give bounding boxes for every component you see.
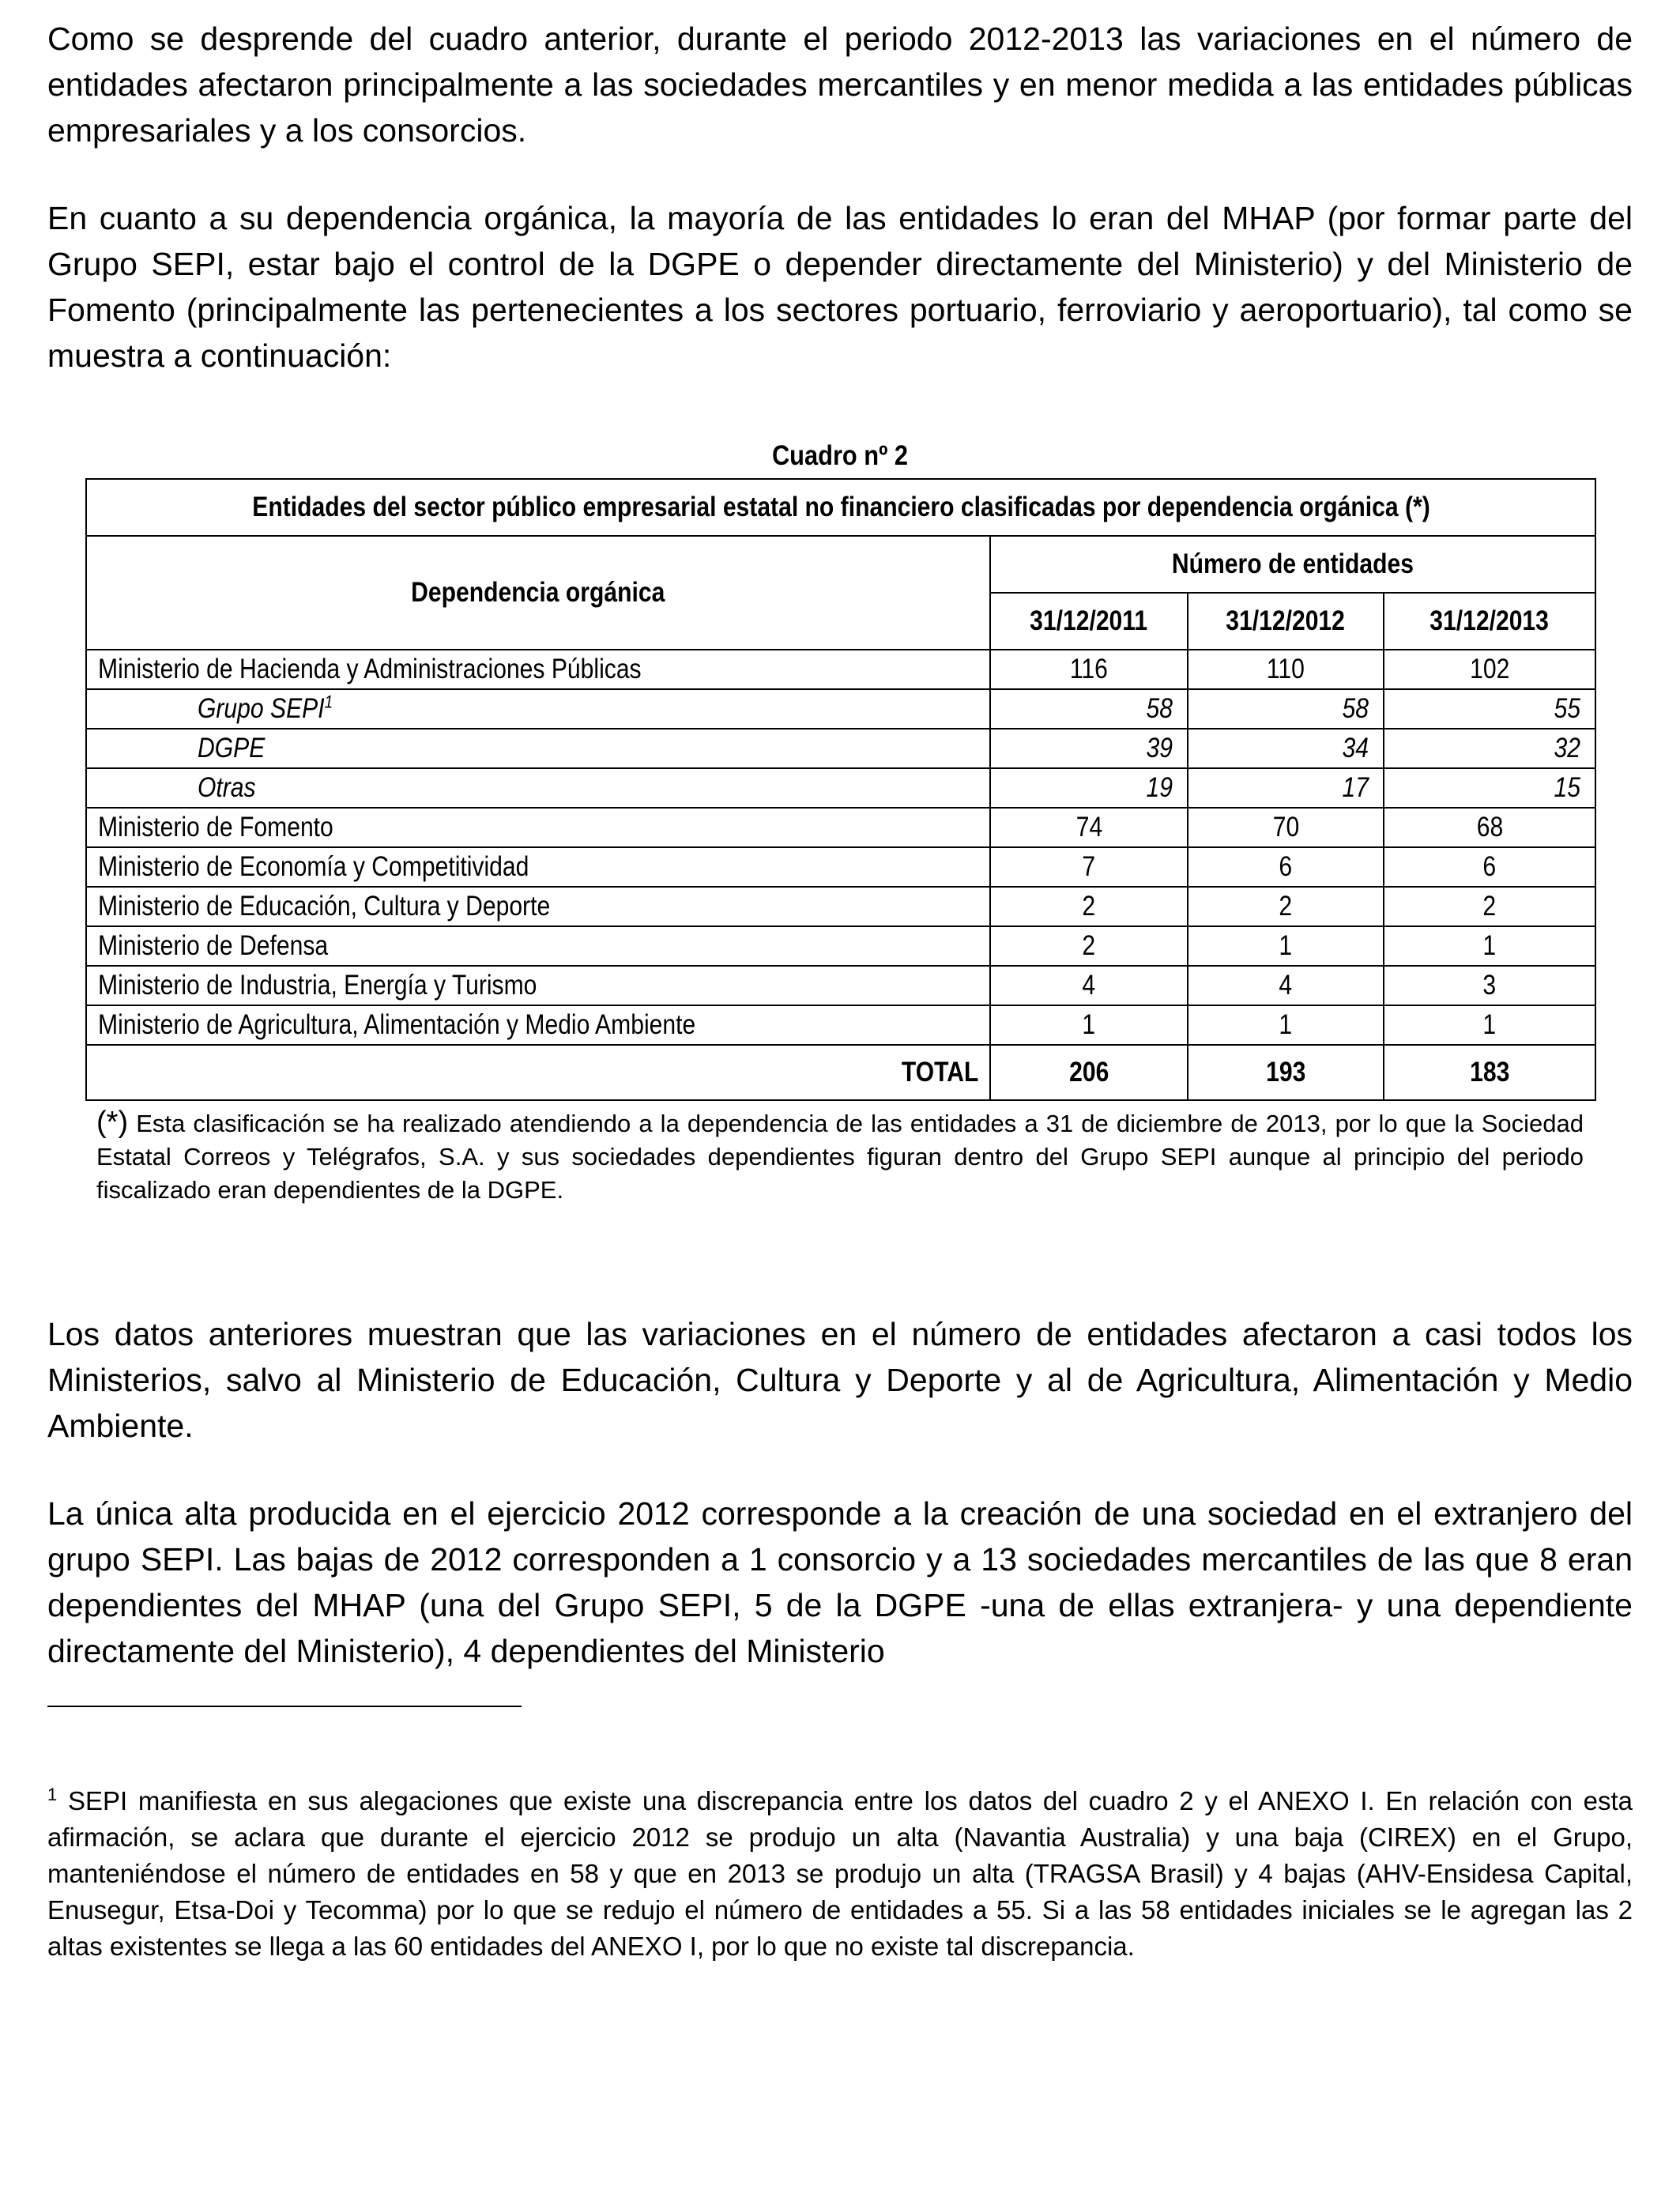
entities-table — [85, 478, 1596, 1101]
note-mark: (*) — [96, 1106, 129, 1139]
cell-value: 110 — [1188, 650, 1384, 689]
table-row — [86, 768, 1595, 808]
row-label: Ministerio de Defensa — [86, 926, 990, 966]
row-label: Ministerio de Fomento — [86, 808, 990, 847]
cell-value: 2 — [990, 887, 1188, 926]
total-value: 183 — [1384, 1045, 1595, 1100]
cell-value: 3 — [1384, 966, 1595, 1005]
paragraph-4: La única alta producida en el ejercicio 2012 corresponde a la creación de una sociedad en el extranjero del grupo SEPI. Las bajas de 2012 corresponden a 1 consorcio y a 13 sociedades mercantiles de las que 8 eran dependientes del MHAP (una del Grupo SEPI, 5 de la DGPE -una de ellas extranjera- y una dependiente directamente del Ministerio), 4 dependientes del Ministerio — [47, 1495, 1633, 1669]
cell-value: 39 — [990, 729, 1188, 768]
cell-value: 19 — [990, 768, 1188, 808]
cell-value: 2 — [990, 926, 1188, 966]
footnote-ref: 1 — [324, 692, 333, 712]
cell-value: 68 — [1384, 808, 1595, 847]
row-label: DGPE — [86, 729, 990, 768]
table-title: Cuadro nº 2 — [771, 440, 909, 471]
cell-value: 32 — [1384, 729, 1595, 768]
cell-value: 6 — [1188, 847, 1384, 887]
table-note — [96, 1106, 1584, 1207]
table-wrapper — [85, 478, 1595, 1101]
table-row — [86, 847, 1595, 887]
cell-value: 102 — [1384, 650, 1595, 689]
total-value: 193 — [1188, 1045, 1384, 1100]
cell-value: 58 — [990, 689, 1188, 729]
cell-value: 4 — [1188, 966, 1384, 1005]
total-row — [86, 1045, 1595, 1100]
table-row — [86, 689, 1595, 729]
table-row — [86, 887, 1595, 926]
cell-value: 7 — [990, 847, 1188, 887]
row-label: Ministerio de Economía y Competitividad — [86, 847, 990, 887]
table-row — [86, 966, 1595, 1005]
cell-value: 2 — [1384, 887, 1595, 926]
cell-value: 2 — [1188, 887, 1384, 926]
note-text: Esta clasificación se ha realizado atendiendo a la dependencia de las entidades a 31 de diciembre de 2013, por lo que la Sociedad Estatal Correos y Telégrafos, S.A. y sus sociedades dependientes figuran dentro del Grupo SEPI aunque al principio del periodo fiscalizado eran dependientes de la DGPE. — [96, 1110, 1584, 1204]
cell-value: 1 — [1384, 926, 1595, 966]
row-label: Ministerio de Agricultura, Alimentación y Medio Ambiente — [86, 1005, 990, 1045]
row-label: Ministerio de Educación, Cultura y Deporte — [86, 887, 990, 926]
header-year: 31/12/2012 — [1188, 593, 1384, 650]
table-caption: Entidades del sector público empresarial estatal no financiero clasificadas por dependencia orgánica (*) — [86, 479, 1595, 536]
footnote-mark: 1 — [47, 1785, 58, 1804]
cell-value: 116 — [990, 650, 1188, 689]
cell-value: 34 — [1188, 729, 1384, 768]
cell-value: 1 — [1188, 1005, 1384, 1045]
paragraph-1: Como se desprende del cuadro anterior, durante el periodo 2012-2013 las variaciones en el número de entidades afectaron principalmente a las sociedades mercantiles y en menor medida a las entidades públicas empresariales y a los consorcios. — [47, 21, 1633, 149]
cell-value: 58 — [1188, 689, 1384, 729]
header-year: 31/12/2013 — [1384, 593, 1595, 650]
paragraph-3: Los datos anteriores muestran que las variaciones en el número de entidades afectaron a casi todos los Ministerios, salvo al Ministerio de Educación, Cultura y Deporte y al de Agricultura, Alimentación y Medio Ambiente. — [47, 1316, 1633, 1444]
footnote-text: SEPI manifiesta en sus alegaciones que existe una discrepancia entre los datos del cuadro 2 y el ANEXO I. En relación con esta afirmación, se aclara que durante el ejercicio 2012 se produjo un alta (Navantia Australia) y una baja (CIREX) en el Grupo, manteniéndose el número de entidades en 58 y que en 2013 se produjo un alta (TRAGSA Brasil) y 4 bajas (AHV-Ensidesa Capital, Enusegur, Etsa-Doi y Tecomma) por lo que se redujo el número de entidades a 55. Si a las 58 entidades iniciales se le agregan las 2 altas existentes se llega a las 60 entidades del ANEXO I, por lo que no existe tal discrepancia. — [47, 1786, 1633, 1961]
row-label: Ministerio de Hacienda y Administraciones Públicas — [86, 650, 990, 689]
cell-value: 15 — [1384, 768, 1595, 808]
row-label: Ministerio de Industria, Energía y Turismo — [86, 966, 990, 1005]
footnote-separator — [47, 1706, 522, 1707]
header-dependencia: Dependencia orgánica — [86, 536, 990, 650]
header-numero: Número de entidades — [990, 536, 1595, 593]
cell-value: 70 — [1188, 808, 1384, 847]
row-label: Grupo SEPI$^1$ — [86, 689, 990, 729]
cell-value: 4 — [990, 966, 1188, 1005]
cell-value: 74 — [990, 808, 1188, 847]
table-row — [86, 650, 1595, 689]
document-page — [47, 16, 1633, 1965]
cell-value: 1 — [990, 1005, 1188, 1045]
cell-value: 17 — [1188, 768, 1384, 808]
cell-value: 55 — [1384, 689, 1595, 729]
table-row — [86, 926, 1595, 966]
paragraph-2: En cuanto a su dependencia orgánica, la mayoría de las entidades lo eran del MHAP (por formar parte del Grupo SEPI, estar bajo el control de la DGPE o depender directamente del Ministerio) y del Ministerio de Fomento (principalmente las pertenecientes a los sectores portuario, ferroviario y aeroportuario), tal como se muestra a continuación: — [47, 200, 1633, 374]
header-year: 31/12/2011 — [990, 593, 1188, 650]
table-row — [86, 1005, 1595, 1045]
cell-value: 6 — [1384, 847, 1595, 887]
row-label: Otras — [86, 768, 990, 808]
table-row — [86, 729, 1595, 768]
footnote — [47, 1783, 1633, 1965]
total-value: 206 — [990, 1045, 1188, 1100]
cell-value: 1 — [1188, 926, 1384, 966]
total-label: TOTAL — [86, 1045, 990, 1100]
cell-value: 1 — [1384, 1005, 1595, 1045]
table-row — [86, 808, 1595, 847]
